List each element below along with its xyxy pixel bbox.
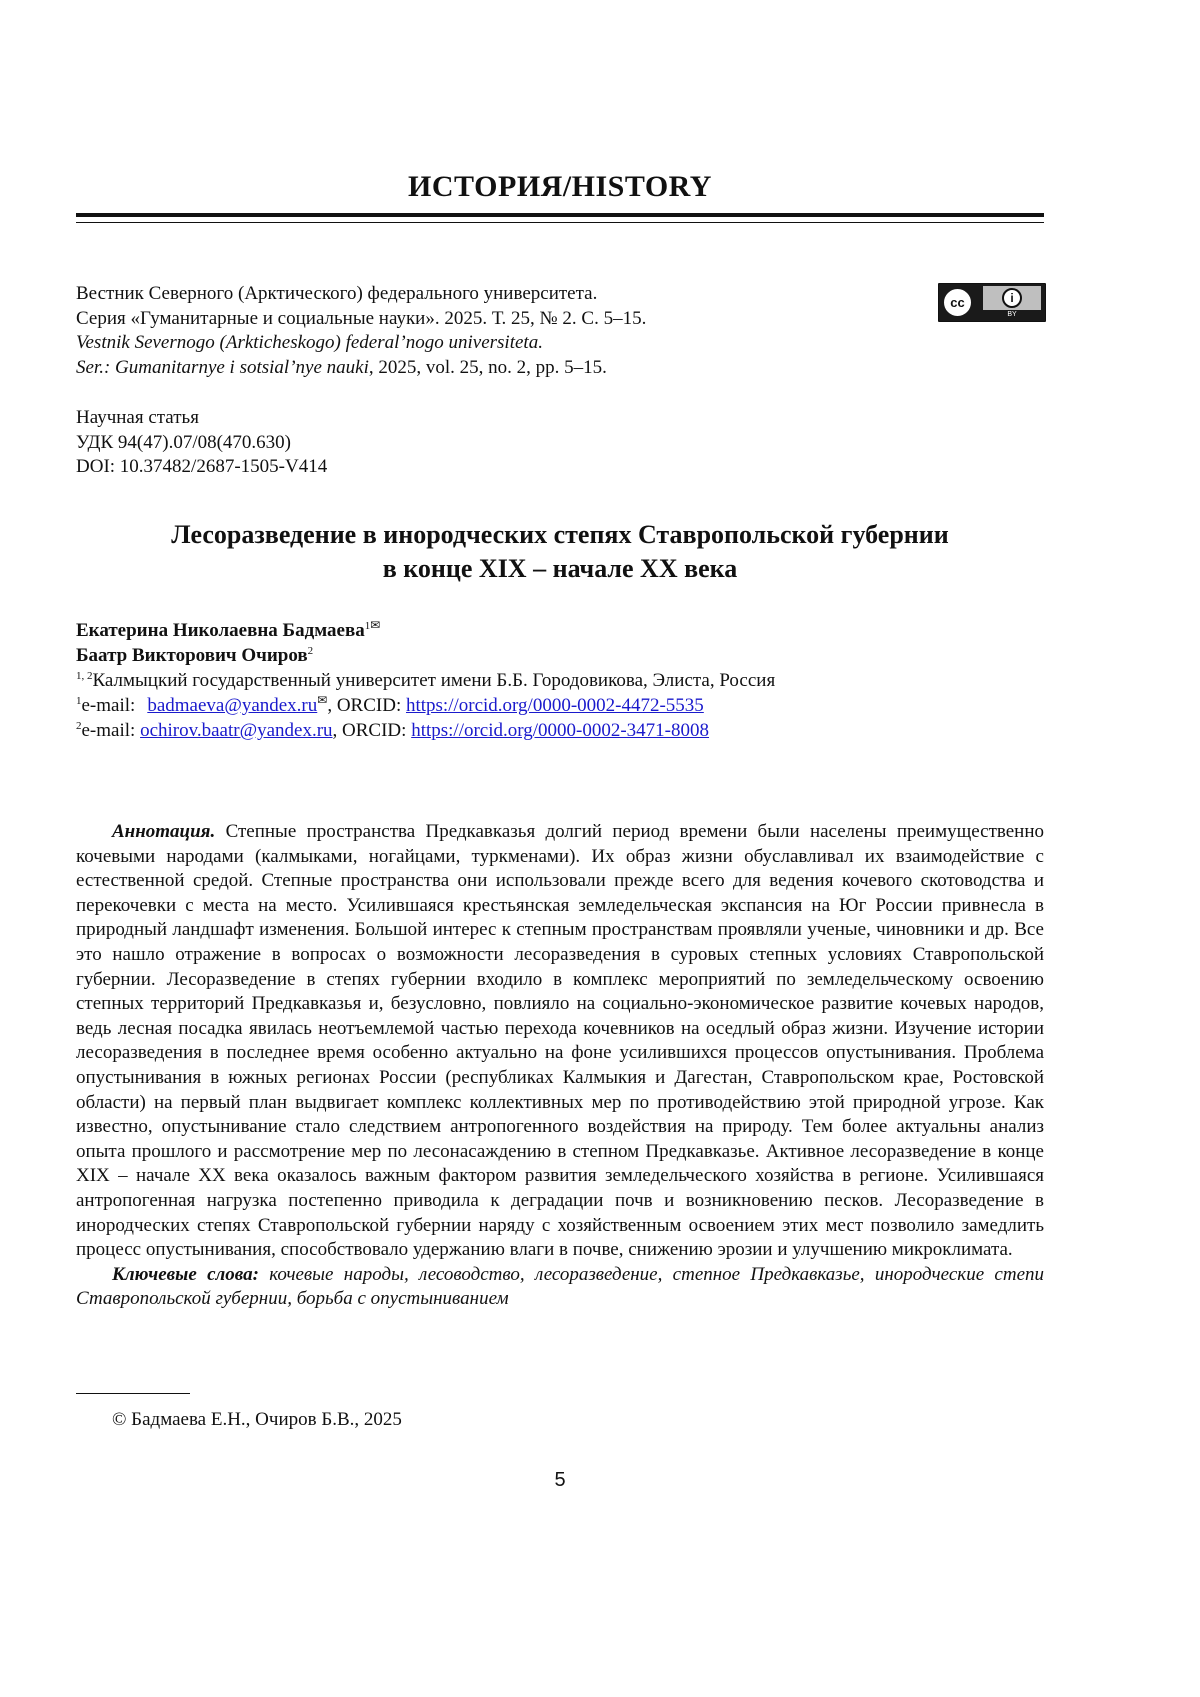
journal-citation [76,282,836,380]
page-number: 5 [76,1469,1044,1492]
header-rule-thick [76,213,1044,217]
journal-line-4 [76,356,836,381]
article-type: Научная статья [76,406,327,431]
author-1-sup: 1 [365,620,371,632]
mail-icon: ✉ [317,693,327,707]
keywords-paragraph [76,1263,1044,1312]
author-2 [76,643,775,668]
orcid-link-1[interactable]: https://orcid.org/0000-0002-4472-5535 [406,695,704,716]
author-2-name: Баатр Викторович Очиров [76,645,308,666]
journal-line-2: Серия «Гуманитарные и социальные науки». 2025. Т. 25, № 2. С. 5–15. [76,307,836,332]
cc-icon: cc [942,287,973,318]
abstract-section [76,820,1044,1312]
abstract-paragraph [76,820,1044,1263]
journal-series-rest: , 2025, vol. 25, no. 2, pp. 5–15. [369,357,607,378]
affiliation-text: Калмыцкий государственный университет имени Б.Б. Городовикова, Элиста, Россия [93,670,776,691]
author-1-name: Екатерина Николаевна Бадмаева [76,620,365,641]
contact-2-label: e-mail: [82,720,136,741]
affiliation-sup: 1, 2 [76,670,93,682]
contact-2-sup: 2 [76,720,82,732]
contact-1 [76,693,775,718]
keywords-text: кочевые народы, лесоводство, лесоразведение, степное Предкавказье, инородческие степи Ставропольской губернии, борьба с опустыниванием [76,1264,1044,1310]
journal-series-italic: Ser.: Gumanitarnye i sotsial’nye nauki [76,357,369,378]
header-rule-thin [76,222,1044,223]
authors-block [76,618,775,743]
journal-line-3: Vestnik Severnogo (Arkticheskogo) federal’nogo universiteta. [76,331,836,356]
contact-1-sup: 1 [76,695,82,707]
article-title [76,518,1044,586]
mail-icon: ✉ [370,618,380,632]
email-link-2[interactable]: ochirov.baatr@yandex.ru [140,720,332,741]
by-area [983,286,1041,319]
cc-by-license-badge[interactable] [938,283,1046,322]
abstract-label: Аннотация. [112,821,215,842]
contact-1-label: e-mail: [82,695,136,716]
title-line-1: Лесоразведение в инородческих степях Ставропольской губернии [76,518,1044,552]
journal-line-1: Вестник Северного (Арктического) федерального университета. [76,282,836,307]
attribution-person-icon: i [1002,288,1022,308]
email-link-1[interactable]: badmaeva@yandex.ru [147,695,317,716]
section-header: ИСТОРИЯ/HISTORY [76,170,1044,204]
doi: DOI: 10.37482/2687-1505-V414 [76,455,327,480]
contact-1-orcid-label: , ORCID: [327,695,401,716]
footnote-rule [76,1393,190,1394]
abstract-text: Степные пространства Предкавказья долгий период времени были населены преимущественно кочевыми народами (калмыками, ногайцами, туркменами). Их образ жизни обуславливал их взаимодействие с естественной средой. Степные пространства они использовали прежде всего для ведения кочевого скотоводства и перекочевки с места на место. Усилившаяся крестьянская земледельческая экспансия на Юг России привнесла в природный ландшафт изменения. Большой интерес к степным пространствам проявляли ученые, чиновники и др. Все это нашло отражение в вопросах о возможности лесоразведения в суровых степных условиях Ставропольской губернии. Лесоразведение в степях губернии входило в комплекс мероприятий по земледельческому освоению степных территорий Предкавказья и, безусловно, повлияло на социально-экономическое развитие кочевых народов, ведь лесная посадка явилась неотъемлемой частью перехода кочевников на оседлый образ жизни. Изучение истории лесоразведения в последнее время особенно актуально на фоне усилившихся процессов опустынивания. Проблема опустынивания в южных регионах России (республиках Калмыкия и Дагестан, Ставропольском крае, Ростовской области) на первый план выдвигает комплекс коллективных мер по противодействию этой природной угрозе. Как известно, опустынивание стало следствием антропогенного воздействия на природу. Тем более актуальны анализ опыта прошлого и рассмотрение мер по лесонасаждению в степном Предкавказье. Активное лесоразведение в конце XIX – начале XX века оказалось важным фактором развития земледельческого хозяйства в регионе. Усилившаяся антропогенная нагрузка постепенно приводила к деградации почв и возникновению песков. Лесоразведение в инородческих степях Ставропольской губернии наряду с хозяйственным освоением этих мест позволило замедлить процесс опустынивания, способствовало удержанию влаги в почве, снижению эрозии и улучшению микроклимата. [76,821,1044,1260]
by-label: BY [983,310,1041,319]
title-line-2: в конце XIX – начале XX века [76,552,1044,586]
author-1 [76,618,775,643]
contact-2-orcid-label: , ORCID: [333,720,407,741]
keywords-label: Ключевые слова: [112,1264,259,1285]
copyright-footnote: © Бадмаева Е.Н., Очиров Б.В., 2025 [112,1409,402,1431]
udc: УДК 94(47).07/08(470.630) [76,431,327,456]
contact-2 [76,718,775,743]
author-2-sup: 2 [308,645,314,657]
article-meta [76,406,327,480]
affiliation [76,668,775,693]
orcid-link-2[interactable]: https://orcid.org/0000-0002-3471-8008 [411,720,709,741]
